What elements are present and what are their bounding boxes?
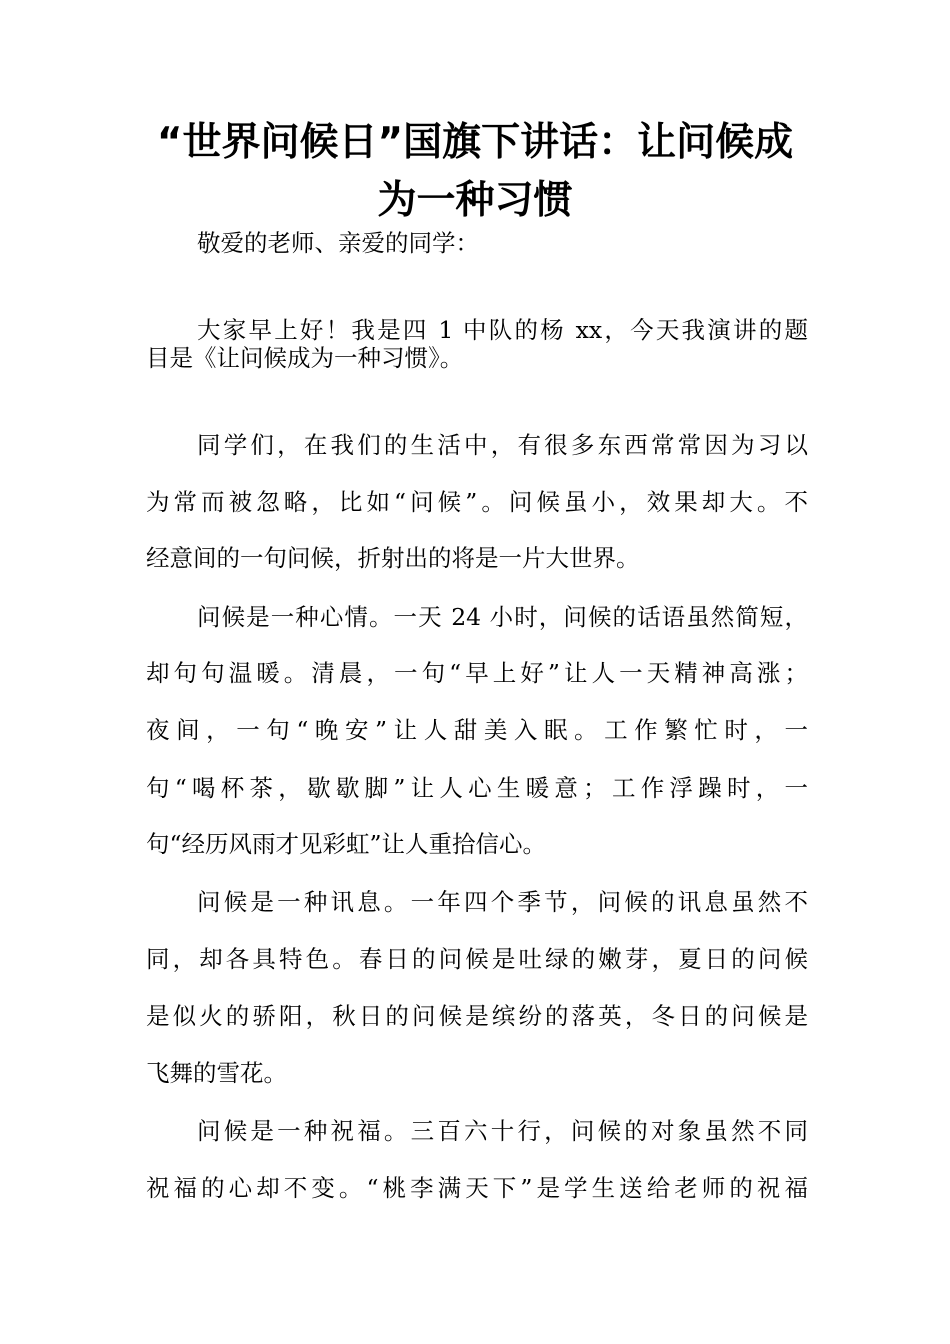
paragraph-line: 问候是一种讯息。一年四个季节，问候的讯息虽然不 [197, 888, 808, 916]
salutation: 敬爱的老师、亲爱的同学： [197, 229, 479, 257]
paragraph-line: 问候是一种心情。一天 24 小时，问候的话语虽然简短， [197, 603, 808, 631]
paragraph-line: 句“喝杯茶，歇歇脚”让人心生暖意；工作浮躁时，一 [146, 774, 808, 802]
paragraph-line: 目是《让问候成为一种习惯》。 [146, 344, 464, 372]
paragraph-line: 句“经历风雨才见彩虹”让人重拾信心。 [146, 830, 547, 858]
paragraph-line: 问候是一种祝福。三百六十行，问候的对象虽然不同 [197, 1117, 808, 1145]
paragraph-line: 为常而被忽略，比如“问候”。问候虽小，效果却大。不 [146, 488, 808, 516]
paragraph-line: 同，却各具特色。春日的问候是吐绿的嫩芽，夏日的问候 [146, 945, 808, 973]
paragraph-line: 祝福的心却不变。“桃李满天下”是学生送给老师的祝福 [146, 1174, 808, 1202]
paragraph-line: 却句句温暖。清晨，一句“早上好”让人一天精神高涨； [146, 659, 808, 687]
paragraph-line: 大家早上好！我是四 1 中队的杨 xx，今天我演讲的题 [197, 316, 808, 344]
document-title-line-2: 为一种习惯 [377, 178, 573, 223]
paragraph-line: 飞舞的雪花。 [146, 1059, 287, 1087]
paragraph-line: 是似火的骄阳，秋日的问候是缤纷的落英，冬日的问候是 [146, 1002, 808, 1030]
paragraph-line: 经意间的一句问候，折射出的将是一片大世界。 [146, 544, 640, 572]
paragraph-line: 夜间，一句“晚安”让人甜美入眠。工作繁忙时，一 [146, 716, 808, 744]
paragraph-line: 同学们，在我们的生活中，有很多东西常常因为习以 [197, 431, 808, 459]
document-title-line-1: “世界问候日”国旗下讲话：让问候成 [156, 120, 794, 165]
